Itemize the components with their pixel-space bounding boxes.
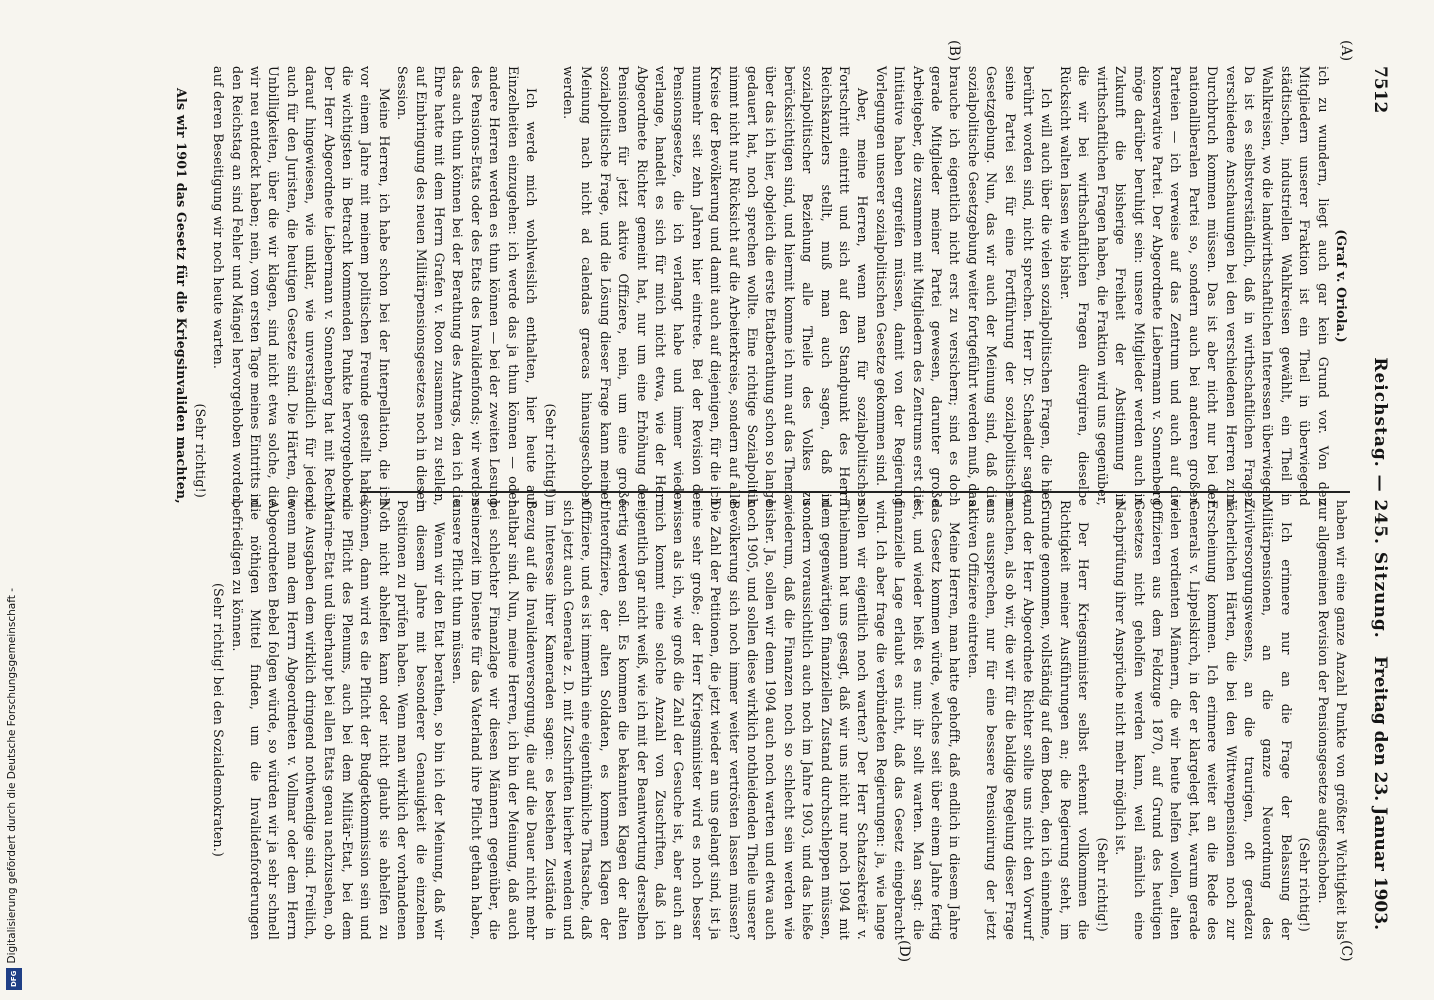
page-title: Reichstag. — 245. Sitzung. [1370, 357, 1390, 639]
paragraph: Aber, meine Herren, wenn man für sozialpolitischen Fortschritt eintritt und sich auf den Standpunkt des Herrn Reichskanzlers stellt, muß man auch sagen, daß in sozialpolitischer Beziehung alle Theile des Volkes zu berücksichtigen sind, und hiermit komme ich nun auf das Thema, über das ich hier, obgleich die erste Etatberathung schon so lange gedauert hat, noch sprechen wollte. Eine richtige Sozialpolitik nimmt nicht nur Rücksicht auf die Arbeiterkreise, sondern auf alle Kreise der Bevölkerung und damit auch auf diejenigen, für die ich nunmehr seit zehn Jahren hier eintrete. Bei der Revision der Pensionsgesetze, die ich verlangt habe und immer wieder verlange, handelt es sich für mich nicht etwa, wie der Herr Abgeordnete Richter gemeint hat, nur um eine Erhöhung der Pensionen für jetzt aktive Offiziere, nein, um eine große sozialpolitische Frage, und die Lösung dieser Frage kann meiner Meinung nach nicht ad calendas graecas hinausgeschoben werden. [560, 66, 871, 506]
interjection: (Sehr richtig!) [192, 403, 208, 498]
margin-marker-d: (D) [896, 940, 912, 963]
paragraph: Der Herr Kriegsminister selbst erkennt vollkommen die Richtigkeit meiner Ausführungen an; die Regierung steht, im Grunde genommen, vollständig auf dem Boden, den ich einnehme, und der Herr Abgeordnete Richter sollte uns nicht den Vorwurf machen, als ob wir, die wir für die baldige Regelung dieser Frage uns aussprechen, nur für eine bessere Pensionirung der jetzt aktiven Offiziere eintreten. [965, 500, 1092, 940]
margin-marker-c: (C) [1338, 940, 1354, 962]
paragraph: Als wir 1901 das Gesetz für die Kriegsinvaliden machten, [174, 88, 190, 504]
right-column [70, 500, 1350, 940]
paragraph: Meine Herren, ich habe schon bei der Interpellation, die ich vor einem Jahre mit meinem politischen Freunde gestellt habe, die wichtigsten in Betracht kommenden Punkte hervorgehoben. Der Herr Abgeordnete Liebermann v. Sonnenberg hat mit Recht darauf hingewiesen, wie unklar, wie unverständlich für jeden, auch für den Juristen, die heutigen Gesetze sind. Die Härten, die Unbilligkeiten, über die wir klagen, sind nicht etwa solche, die wir neu entdeckt haben; nein, vom ersten Tage meines Eintritts in den Reichstag an sind Fehler und Mängel hervorgehoben worden, auf deren Beseitigung wir noch heute warten. [211, 66, 392, 506]
page-header [1360, 66, 1394, 930]
interjection: (Sehr richtig!) [1094, 837, 1110, 932]
session-date: Freitag den 23. Januar 1903. [1370, 655, 1390, 930]
page-number: 7512 [1370, 66, 1390, 114]
margin-marker-b: (B) [946, 40, 962, 62]
paragraph: Ich will auch über die vielen sozialpolitischen Fragen, die hier berührt worden sind, nicht sprechen. Herr Dr. Schaedler sagte, seine Partei sei für eine Fortführung der sozialpolitischen Gesetzgebung. Nun, das wir auch der Meinung sind, daß die sozialpolitische Gesetzgebung weiter fortgeführt werden muß, das brauche ich eigentlich nicht erst zu versichern; sind es doch gerade Mitglieder meiner Partei gewesen, darunter große Arbeitgeber, die zusammen mit Mitgliedern des Zentrums erst die Initiative haben ergreifen müssen, damit von der Regierung Vorlegungen unserer sozialpolitischen Gesetze gekommen sind. [873, 66, 1055, 506]
speaker-name: (Graf v. Oriola.) [1334, 229, 1349, 343]
paragraph: Ich erinnere nur an die Frage der Belassung der Militärpensionen, an die ganze Neuordnung des Zivilversorgungswesens, an die traurigen, oft geradezu lächerlichen Härten, die bei den Wittwenpensionen noch zur Erscheinung kommen. Ich erinnere weiter an die Rede des Generals v. Lippelskirch, in der er klargelegt hat, warum gerade vielen verdienten Männern, die wir heute helfen wollen, alten Offizieren aus dem Feldzuge 1870, auf Grund des heutigen Gesetzes nicht geholfen werden kann, weil nämlich eine Nachprüfung ihrer Ansprüche nicht mehr möglich ist. [1113, 500, 1294, 940]
column-divider [360, 491, 1350, 493]
dfg-logo: DFG [6, 968, 22, 990]
interjection: (Sehr richtig!) [1297, 837, 1313, 932]
paragraph: ich zu wundern, liegt auch gar kein Grund vor. Von den Mitgliedern unserer Fraktion ist ein Theil in überwiegend städtischen, industriellen Wahlkreisen gewählt, ein Theil in Wahlkreisen, wo die landwirthschaftlichen Interessen überwiegen. Da ist es selbstverständlich, daß in wirthschaftlichen Fragen verschiedene Anschauungen bei den verschiedenen Herren zum Durchbruch kommen müssen. Das ist aber nicht nur bei der nationalliberalen Partei so, sondern auch bei anderen großen Parteien — ich verweise auf das Zentrum und auch auf die konservative Partei. Der Abgeordnete Liebermann v. Sonnenberg möge darüber beruhigt sein: unsere Mitglieder werden auch in Zukunft die bisherige Freiheit der Abstimmung in wirthschaftlichen Fragen haben, die Fraktion wird uns gegenüber, die wir bei wirthschaftlichen Fragen divergiren, dieselbe Rücksicht walten lassen wie bisher. [1057, 66, 1331, 506]
paragraph: Meine Herren, man hatte gehofft, daß endlich in diesem Jahre das Gesetz kommen würde, welches seit über einem Jahre fertig ist, und wieder heißt es nun: ihr sollt warten. Man sagt: die finanzielle Lage erlaubt es nicht, daß das Gesetz eingebracht wird. Ich aber frage die verbündeten Regierungen: ja, wie lange sollen wir eigentlich noch warten? Der Herr Schatzsekretär v. Thielmann hat uns gesagt, daß wir uns nicht nur noch 1904 mit dem gegenwärtigen finanziellen Zustand durchschleppen müssen, sondern voraussichtlich auch noch im Jahre 1903, und das hieße wiederum, daß die Finanzen noch so schlecht sein werden wie bisher. Ja, sollen wir denn 1904 auch noch warten und etwa auch noch 1905, und sollen diese wirklich nothleidenden Theile unserer Bevölkerung sich noch immer weiter vertrösten lassen müssen? Die Zahl der Petitionen, die jetzt wieder an uns gelangt sind, ist ja eine sehr große; der Herr Kriegsminister wird es noch besser wissen als ich, wie groß die Zahl der Gesuche ist, aber auch an mich kommt eine solche Anzahl von Zuschriften, daß ich eigentlich gar nicht weiß, wie ich mit der Beantwortung derselben fertig werden soll. Es kommen die bekannten Klagen der alten Unteroffiziere, der alten Soldaten, es kommen Klagen der Offiziere, und es ist immerhin eine eigenthümliche Thatsache, daß sich jetzt auch Generale z. D. mit Zuschriften hierher wenden und im Interesse ihrer Kameraden sagen: es bestehen Zustände in Bezug auf die Invalidenversorgung, die auf die Dauer nicht mehr haltbar sind. Nun, meine Herren, ich bin der Meinung, daß auch bei schlechter Finanzlage wir diesen Männern gegenüber, die seinerzeit im Dienste für das Vaterland ihre Pflicht gethan haben, unsere Pflicht thun müssen. [450, 500, 963, 940]
paragraph: Ich werde mich wohlweislich enthalten, hier heute auf Einzelheiten einzugehen: ich werde das ja thun können — oder andere Herren werden es thun können — bei der zweiten Lesung des Pensions-Etats oder des Etats des Invalidenfonds; wir werden das auch thun können bei der Berathung des Antrags, den ich die Ehre hatte mit dem Herrn Grafen v. Roon zusammen zu stellen, auf Einbringung des neuen Militärpensionsgesetzes noch in dieser Session. [395, 66, 540, 506]
margin-marker-a: (A) [1338, 40, 1354, 62]
funding-note: Digitalisierung gefördert durch die Deutsche Forschungsgemeinschaft - [6, 588, 18, 964]
digitization-footer [4, 0, 24, 994]
paragraph: haben wir eine ganze Anzahl Punkte von größter Wichtigkeit bis zur allgemeinen Revision der Pensionsgesetze aufgeschoben. [1315, 500, 1349, 940]
left-column [70, 66, 1350, 506]
interjection: (Sehr richtig! bei den Sozialdemokraten.) [211, 582, 227, 858]
paragraph: Wenn wir den Etat berathen, so bin ich der Meinung, daß wir in diesem Jahre mit besonderer Genauigkeit die einzelnen Positionen zu prüfen haben. Wenn man wirklich der vorhandenen Noth nicht abhelfen kann oder nicht glaubt sie abhelfen zu können, dann wird es die Pflicht der Budgetkommission sein und die Pflicht des Plenums, auch bei dem Militär-Etat, bei dem Marine-Etat und überhaupt bei allen Etats genau nachzusehen, ob die Ausgaben dem wirklich dringend nothwendige sind. Freilich, wenn man dem Herrn Abgeordneten v. Vollmar oder dem Herrn Abgeordneten Bebel folgen würde, so würden wir ja sehr schnell die nöthigen Mittel finden, um die Invalidenforderungen befriedigen zu können. [229, 500, 448, 940]
interjection: (Sehr richtig!) [542, 403, 558, 498]
